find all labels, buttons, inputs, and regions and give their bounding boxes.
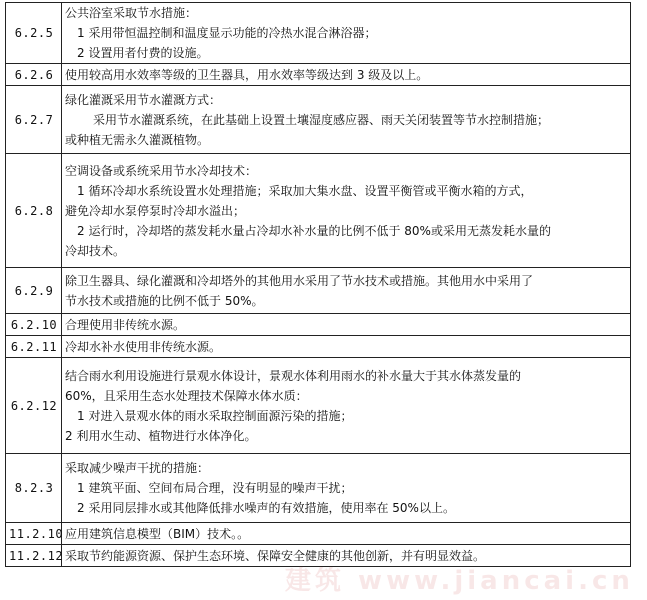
clause-number: 6.2.8: [6, 154, 62, 268]
clause-text: [62, 523, 631, 545]
table-row: [6, 314, 631, 336]
clause-line: 冷却水补水使用非传统水源。: [65, 339, 222, 354]
clause-number: 6.2.9: [6, 268, 62, 314]
watermark: 建筑 www.jiancai.cn: [285, 566, 634, 596]
table-row: [6, 86, 631, 154]
clause-line: 1 采用带恒温控制和温度显示功能的冷热水混合淋浴器；: [77, 26, 377, 40]
clause-number: 6.2.6: [6, 64, 62, 86]
table-row: [6, 358, 631, 454]
green-building-clauses-table: [5, 2, 631, 567]
clause-line: 合理使用非传统水源。: [65, 317, 186, 332]
clause-number: 6.2.5: [6, 3, 62, 64]
clause-line: 2 利用水生动、植物进行水体净化。: [65, 428, 257, 443]
clause-number: 6.2.12: [6, 358, 62, 454]
table-row: [6, 64, 631, 86]
table-row: [6, 268, 631, 314]
clause-number: 6.2.7: [6, 86, 62, 154]
clause-line: 空调设备或系统采用节水冷却技术：: [65, 163, 258, 178]
clause-text: [62, 545, 631, 567]
clause-line: 绿化灌溉采用节水灌溉方式：: [65, 92, 222, 107]
clause-text: [62, 358, 631, 454]
clause-number: 8.2.3: [6, 454, 62, 523]
clause-line: 1 循环冷却水系统设置水处理措施；采取加大集水盘、设置平衡管或平衡水箱的方式，: [77, 183, 533, 198]
clause-text: [62, 336, 631, 358]
clause-line: 应用建筑信息模型（BIM）技术。。: [65, 526, 250, 541]
clause-line: 或种植无需永久灌溉植物。: [65, 132, 210, 147]
clause-text: [62, 314, 631, 336]
clause-line: 节水技术或措施的比例不低于 50%。: [65, 293, 264, 308]
table-row: [6, 336, 631, 358]
clause-text: [62, 268, 631, 314]
clause-number: 6.2.10: [6, 314, 62, 336]
clause-line: 冷却技术。: [65, 243, 126, 258]
table-row: [6, 3, 631, 64]
table-row: [6, 545, 631, 567]
clause-text: [62, 64, 631, 86]
clause-line: 采取节约能源资源、保护生态环境、保障安全健康的其他创新，并有明显效益。: [65, 548, 486, 563]
clause-number: 11.2.10: [6, 523, 62, 545]
clause-text: [62, 154, 631, 268]
clause-text: [62, 3, 631, 64]
clause-line: 2 运行时，冷却塔的蒸发耗水量占冷却水补水量的比例不低于 80%或采用无蒸发耗水量的: [77, 223, 551, 238]
clause-text: [62, 86, 631, 154]
clause-line: 采取减少噪声干扰的措施：: [65, 461, 210, 475]
clause-line: 结合雨水利用设施进行景观水体设计，景观水体利用雨水的补水量大于其水体蒸发量的: [65, 368, 522, 383]
table-row: [6, 523, 631, 545]
clause-line: 采用节水灌溉系统，在此基础上设置土壤湿度感应器、雨天关闭装置等节水控制措施；: [93, 112, 550, 127]
clause-number: 6.2.11: [6, 336, 62, 358]
clause-line: 60%，且采用生态水处理技术保障水体水质：: [65, 388, 308, 403]
clause-line: 2 设置用者付费的设施。: [77, 46, 209, 60]
table-row: [6, 454, 631, 523]
clause-line: 1 对进入景观水体的雨水采取控制面源污染的措施；: [77, 408, 353, 423]
clause-line: 2 采用同层排水或其他降低排水噪声的有效措施，使用率在 50%以上。: [77, 501, 455, 515]
table-row: [6, 154, 631, 268]
clause-line: 公共浴室采取节水措施：: [65, 6, 198, 20]
clause-number: 11.2.12: [6, 545, 62, 567]
clause-line: 1 建筑平面、空间布局合理，没有明显的噪声干扰；: [77, 481, 353, 495]
clause-line: 除卫生器具、绿化灌溉和冷却塔外的其他用水采用了节水技术或措施。其他用水中采用了: [65, 273, 534, 288]
clause-text: [62, 454, 631, 523]
clause-line: 避免冷却水泵停泵时冷却水溢出；: [65, 203, 246, 218]
clause-line: 使用较高用水效率等级的卫生器具，用水效率等级达到 3 级及以上。: [65, 67, 429, 82]
